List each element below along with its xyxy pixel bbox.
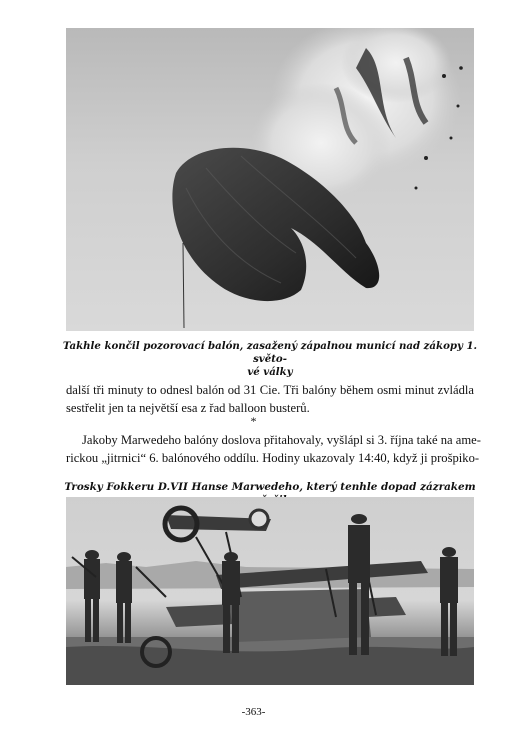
- balloon-photo-caption: [60, 340, 480, 379]
- text-line: rickou „jitrnici“ 6. balónového oddílu. Hodiny ukazovaly 14:40, když ji prošpiko-: [66, 451, 480, 465]
- balloon-explosion-illustration: [66, 28, 474, 331]
- body-paragraph: [66, 381, 474, 417]
- text-line: Jakoby Marwedeho balóny doslova přitahovaly, vyšlápl si 3. října také na ame-: [82, 433, 481, 447]
- caption-line: vé války: [247, 366, 293, 378]
- caption-line: Trosky Fokkeru D.VII Hanse Marwedeho, který tenhle dopad zázrakem: [64, 481, 476, 493]
- text-line: další tři minuty to odnesl balón od 31 Cie. Tři balóny během osmi minut zvládla: [66, 383, 474, 397]
- body-paragraph: [66, 431, 481, 467]
- section-separator: *: [250, 414, 257, 428]
- text-line: sestřelit jen ta největší esa z řad balloon busterů.: [66, 401, 310, 415]
- caption-line: Takhle končil pozorovací balón, zasažený zápalnou municí nad zákopy 1. světo-: [62, 340, 478, 365]
- page-number: -363-: [241, 706, 266, 718]
- fokker-wreck-photo: [66, 497, 474, 685]
- balloon-explosion-photo: [66, 28, 474, 331]
- fokker-wreck-illustration: [66, 497, 474, 685]
